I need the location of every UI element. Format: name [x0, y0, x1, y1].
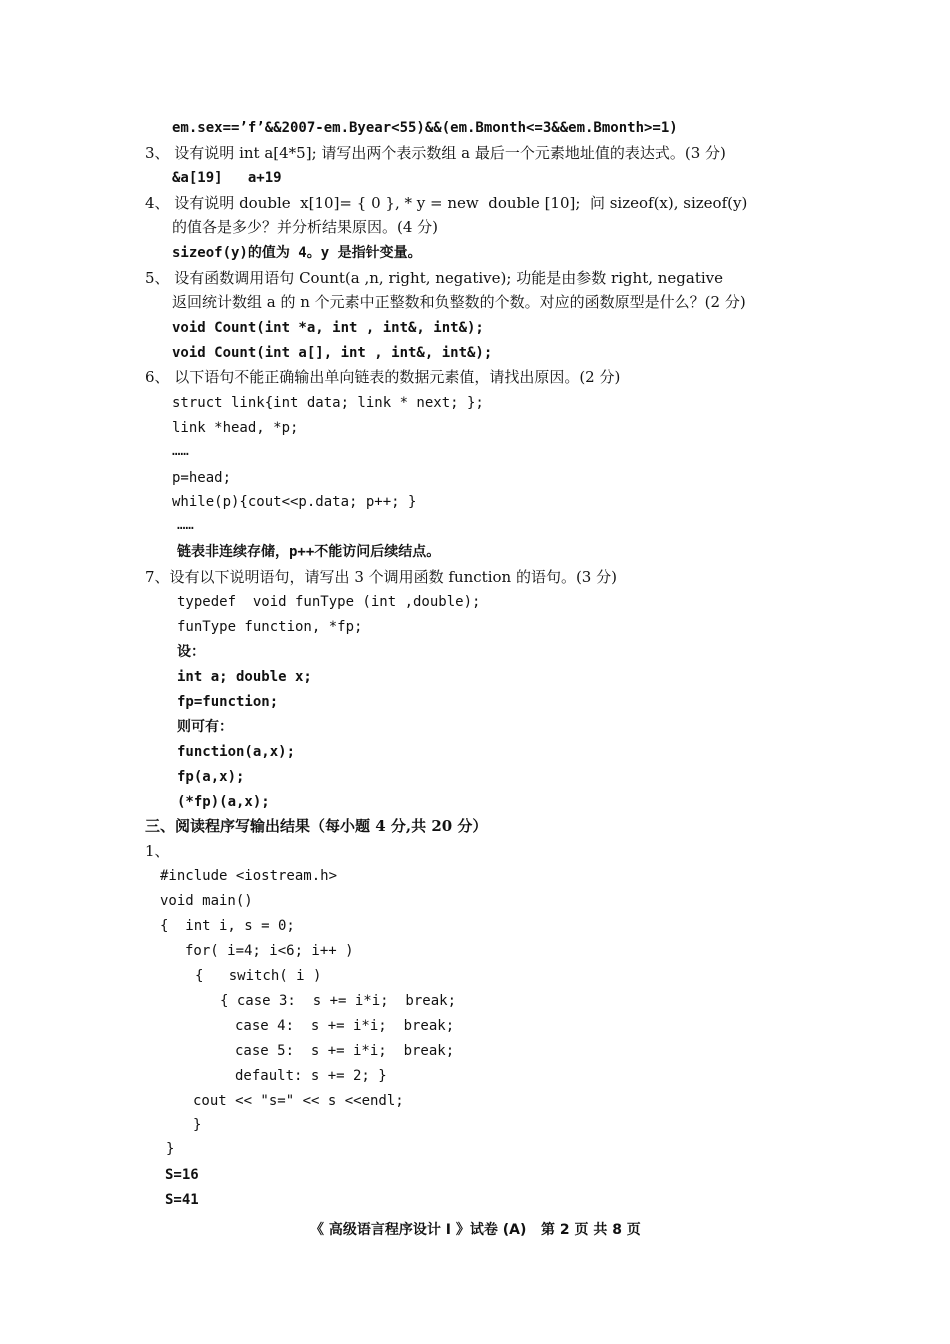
question-5-cont: 返回统计数组 a 的 n 个元素中正整数和负整数的个数。对应的函数原型是什么？(2 分): [172, 293, 746, 311]
answer-7: function(a,x);: [177, 744, 296, 760]
answer-5b: void Count(int a[], int , int&, int&);: [172, 345, 493, 361]
code-line: struct link{int data; link * next; };: [172, 395, 484, 411]
code-line: funType function, *fp;: [177, 619, 363, 635]
code-line: cout << "s=" << s <<endl;: [193, 1093, 404, 1109]
question-3: 3、 设有说明 int a[4*5]; 请写出两个表示数组 a 最后一个元素地址值的表达式。(3 分): [145, 144, 726, 162]
code-ellipsis: ……: [172, 443, 189, 459]
answer-7: int a; double x;: [177, 669, 312, 685]
code-line: for( i=4; i<6; i++ ): [185, 943, 354, 959]
code-line: link *head, *p;: [172, 420, 299, 436]
answer-4: sizeof(y)的值为 4。y 是指针变量。: [172, 245, 422, 261]
answer-line: em.sex==’f’&&2007-em.Byear<55)&&(em.Bmonth<=3&&em.Bmonth>=1): [172, 120, 678, 136]
section-heading: 三、阅读程序写输出结果（每小题 4 分,共 20 分）: [145, 817, 488, 835]
question-5: 5、 设有函数调用语句 Count(a ,n, right, negative); 功能是由参数 right, negative: [145, 269, 724, 287]
code-line: #include <iostream.h>: [160, 868, 338, 884]
code-line: { case 3: s += i*i; break;: [220, 993, 457, 1009]
code-line: typedef void funType (int ,double);: [177, 594, 481, 610]
code-line: }: [193, 1117, 202, 1133]
answer-7: 则可有：: [177, 719, 233, 735]
question-6: 6、 以下语句不能正确输出单向链表的数据元素值，请找出原因。(2 分): [145, 368, 621, 386]
answer-7: (*fp)(a,x);: [177, 794, 270, 810]
code-line: default: s += 2; }: [235, 1068, 387, 1084]
code-line: case 5: s += i*i; break;: [235, 1043, 455, 1059]
code-line: p=head;: [172, 470, 232, 486]
code-line: { int i, s = 0;: [160, 918, 295, 934]
code-line: while(p){cout<<p.data; p++; }: [172, 494, 417, 510]
answer-output: S=41: [165, 1192, 199, 1208]
page-footer: 《 高级语言程序设计 I 》试卷 (A) 第 2 页 共 8 页: [310, 1222, 641, 1238]
answer-7: fp=function;: [177, 694, 279, 710]
code-line: case 4: s += i*i; break;: [235, 1018, 455, 1034]
code-line: void main(): [160, 893, 253, 909]
question-number: 1、: [145, 842, 170, 860]
answer-6: 链表非连续存储，p++不能访问后续结点。: [177, 544, 441, 560]
question-4-cont: 的值各是多少？并分析结果原因。(4 分): [172, 218, 439, 236]
question-4: 4、 设有说明 double x[10]= { 0 }, * y = new double [10]; 问 sizeof(x), sizeof(y): [145, 194, 748, 212]
question-7: 7、设有以下说明语句，请写出 3 个调用函数 function 的语句。(3 分): [145, 568, 617, 586]
code-line: { switch( i ): [195, 968, 322, 984]
answer-output: S=16: [165, 1167, 199, 1183]
answer-3: &a[19] a+19: [172, 170, 282, 186]
code-line: }: [166, 1141, 175, 1157]
code-ellipsis: ……: [177, 517, 194, 533]
answer-7: fp(a,x);: [177, 769, 245, 785]
answer-7: 设：: [177, 644, 205, 660]
answer-5a: void Count(int *a, int , int&, int&);: [172, 320, 484, 336]
